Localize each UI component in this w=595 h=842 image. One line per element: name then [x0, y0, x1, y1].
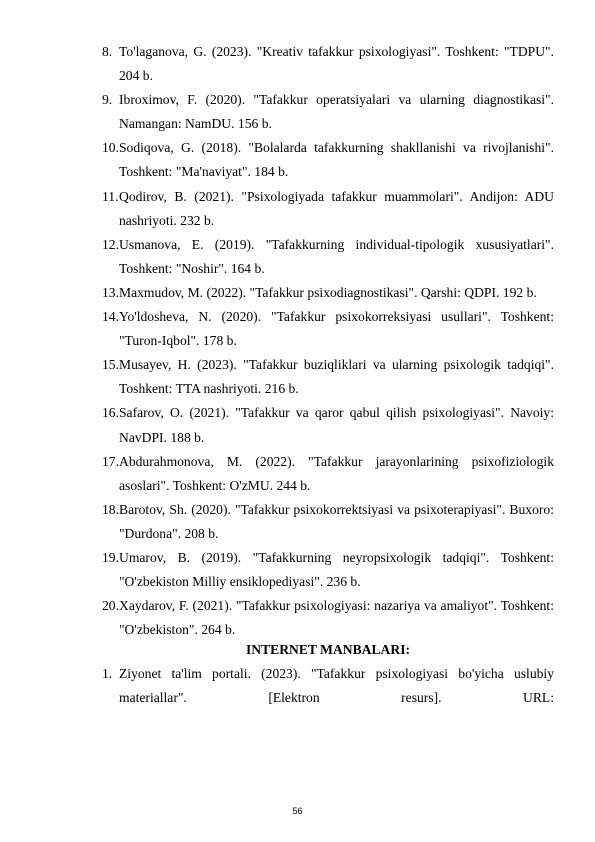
reference-text: Yo'ldosheva, N. (2020). "Tafakkur psixokorreksiyasi usullari". Toshkent: "Turon-Iqbol". 178 b. [119, 309, 554, 349]
reference-text: Sodiqova, G. (2018). "Bolalarda tafakkurning shakllanishi va rivojlanishi". Toshkent: "Ma'naviyat". 184 b. [119, 140, 554, 180]
reference-number: 8. [102, 44, 113, 59]
reference-item [102, 233, 554, 281]
section-heading-internet-sources: INTERNET MANBALARI: [245, 642, 411, 657]
reference-text: Musayev, H. (2023). "Tafakkur buziqliklari va ularning psixologik tadqiqi". Toshkent: TTA nashriyoti. 216 b. [119, 357, 554, 397]
reference-number: 13. [102, 284, 119, 300]
reference-number: 18. [102, 501, 119, 517]
reference-item [102, 546, 554, 594]
reference-item [102, 401, 554, 449]
reference-item [102, 450, 554, 498]
page-number: 56 [292, 806, 303, 816]
reference-number: 16. [102, 405, 119, 421]
reference-text: Abdurahmonova, M. (2022). "Tafakkur jarayonlarining psixofiziologik asoslari". Toshkent: O'zMU. 244 b. [119, 453, 554, 493]
reference-text: Xaydarov, F. (2021). "Tafakkur psixologiyasi: nazariya va amaliyot". Toshkent: "O'zbekiston". 264 b. [119, 598, 554, 638]
reference-number: 14. [102, 309, 119, 325]
reference-text: Umarov, B. (2019). "Tafakkurning neyropsixologik tadqiqi". Toshkent: "O'zbekiston Milliy ensiklopediyasi". 236 b. [119, 549, 554, 590]
reference-text: Usmanova, E. (2019). "Tafakkurning individual-tipologik xususiyatlari". Toshkent: "Noshir". 164 b. [119, 236, 554, 276]
reference-text: Safarov, O. (2021). "Tafakkur va qaror qabul qilish psixologiyasi". Navoiy: NavDPI. 188 b. [119, 405, 554, 445]
reference-item [102, 185, 554, 233]
reference-list [102, 40, 554, 642]
reference-number: 19. [102, 549, 119, 565]
internet-reference-list [102, 662, 554, 710]
reference-text: To'laganova, G. (2023). "Kreativ tafakkur psixologiyasi". Toshkent: "TDPU". 204 b. [119, 44, 554, 84]
reference-number: 10. [102, 140, 119, 156]
internet-reference-item [102, 662, 554, 710]
reference-number: 11. [102, 188, 119, 204]
reference-number: 17. [102, 453, 119, 469]
reference-item [102, 498, 554, 546]
reference-item [102, 305, 554, 353]
reference-number: 15. [102, 357, 119, 373]
reference-item [102, 88, 554, 136]
reference-text: Barotov, Sh. (2020). "Tafakkur psixokorrektsiyasi va psixoterapiyasi". Buxoro: "Durdona". 208 b. [119, 501, 554, 541]
reference-item [102, 594, 554, 642]
reference-text: Ibroximov, F. (2020). "Tafakkur operatsiyalari va ularning diagnostikasi". Namangan: NamDU. 156 b. [119, 92, 554, 132]
reference-text: Maxmudov, M. (2022). "Tafakkur psixodiagnostikasi". Qarshi: QDPI. 192 b. [119, 284, 537, 300]
reference-number: 9. [102, 92, 113, 108]
reference-number: 12. [102, 236, 119, 252]
reference-text: Ziyonet ta'lim portali. (2023). "Tafakkur psixologiyasi bo'yicha uslubiy materiallar". [Elektron resurs]. URL: [119, 666, 554, 706]
reference-item [102, 136, 554, 184]
reference-number: 20. [102, 598, 119, 614]
reference-text: Qodirov, B. (2021). "Psixologiyada tafakkur muammolari". Andijon: ADU nashriyoti. 232 b. [119, 188, 554, 228]
reference-number: 1. [102, 666, 113, 681]
reference-item [102, 281, 554, 305]
reference-item [102, 40, 554, 88]
reference-item [102, 353, 554, 401]
